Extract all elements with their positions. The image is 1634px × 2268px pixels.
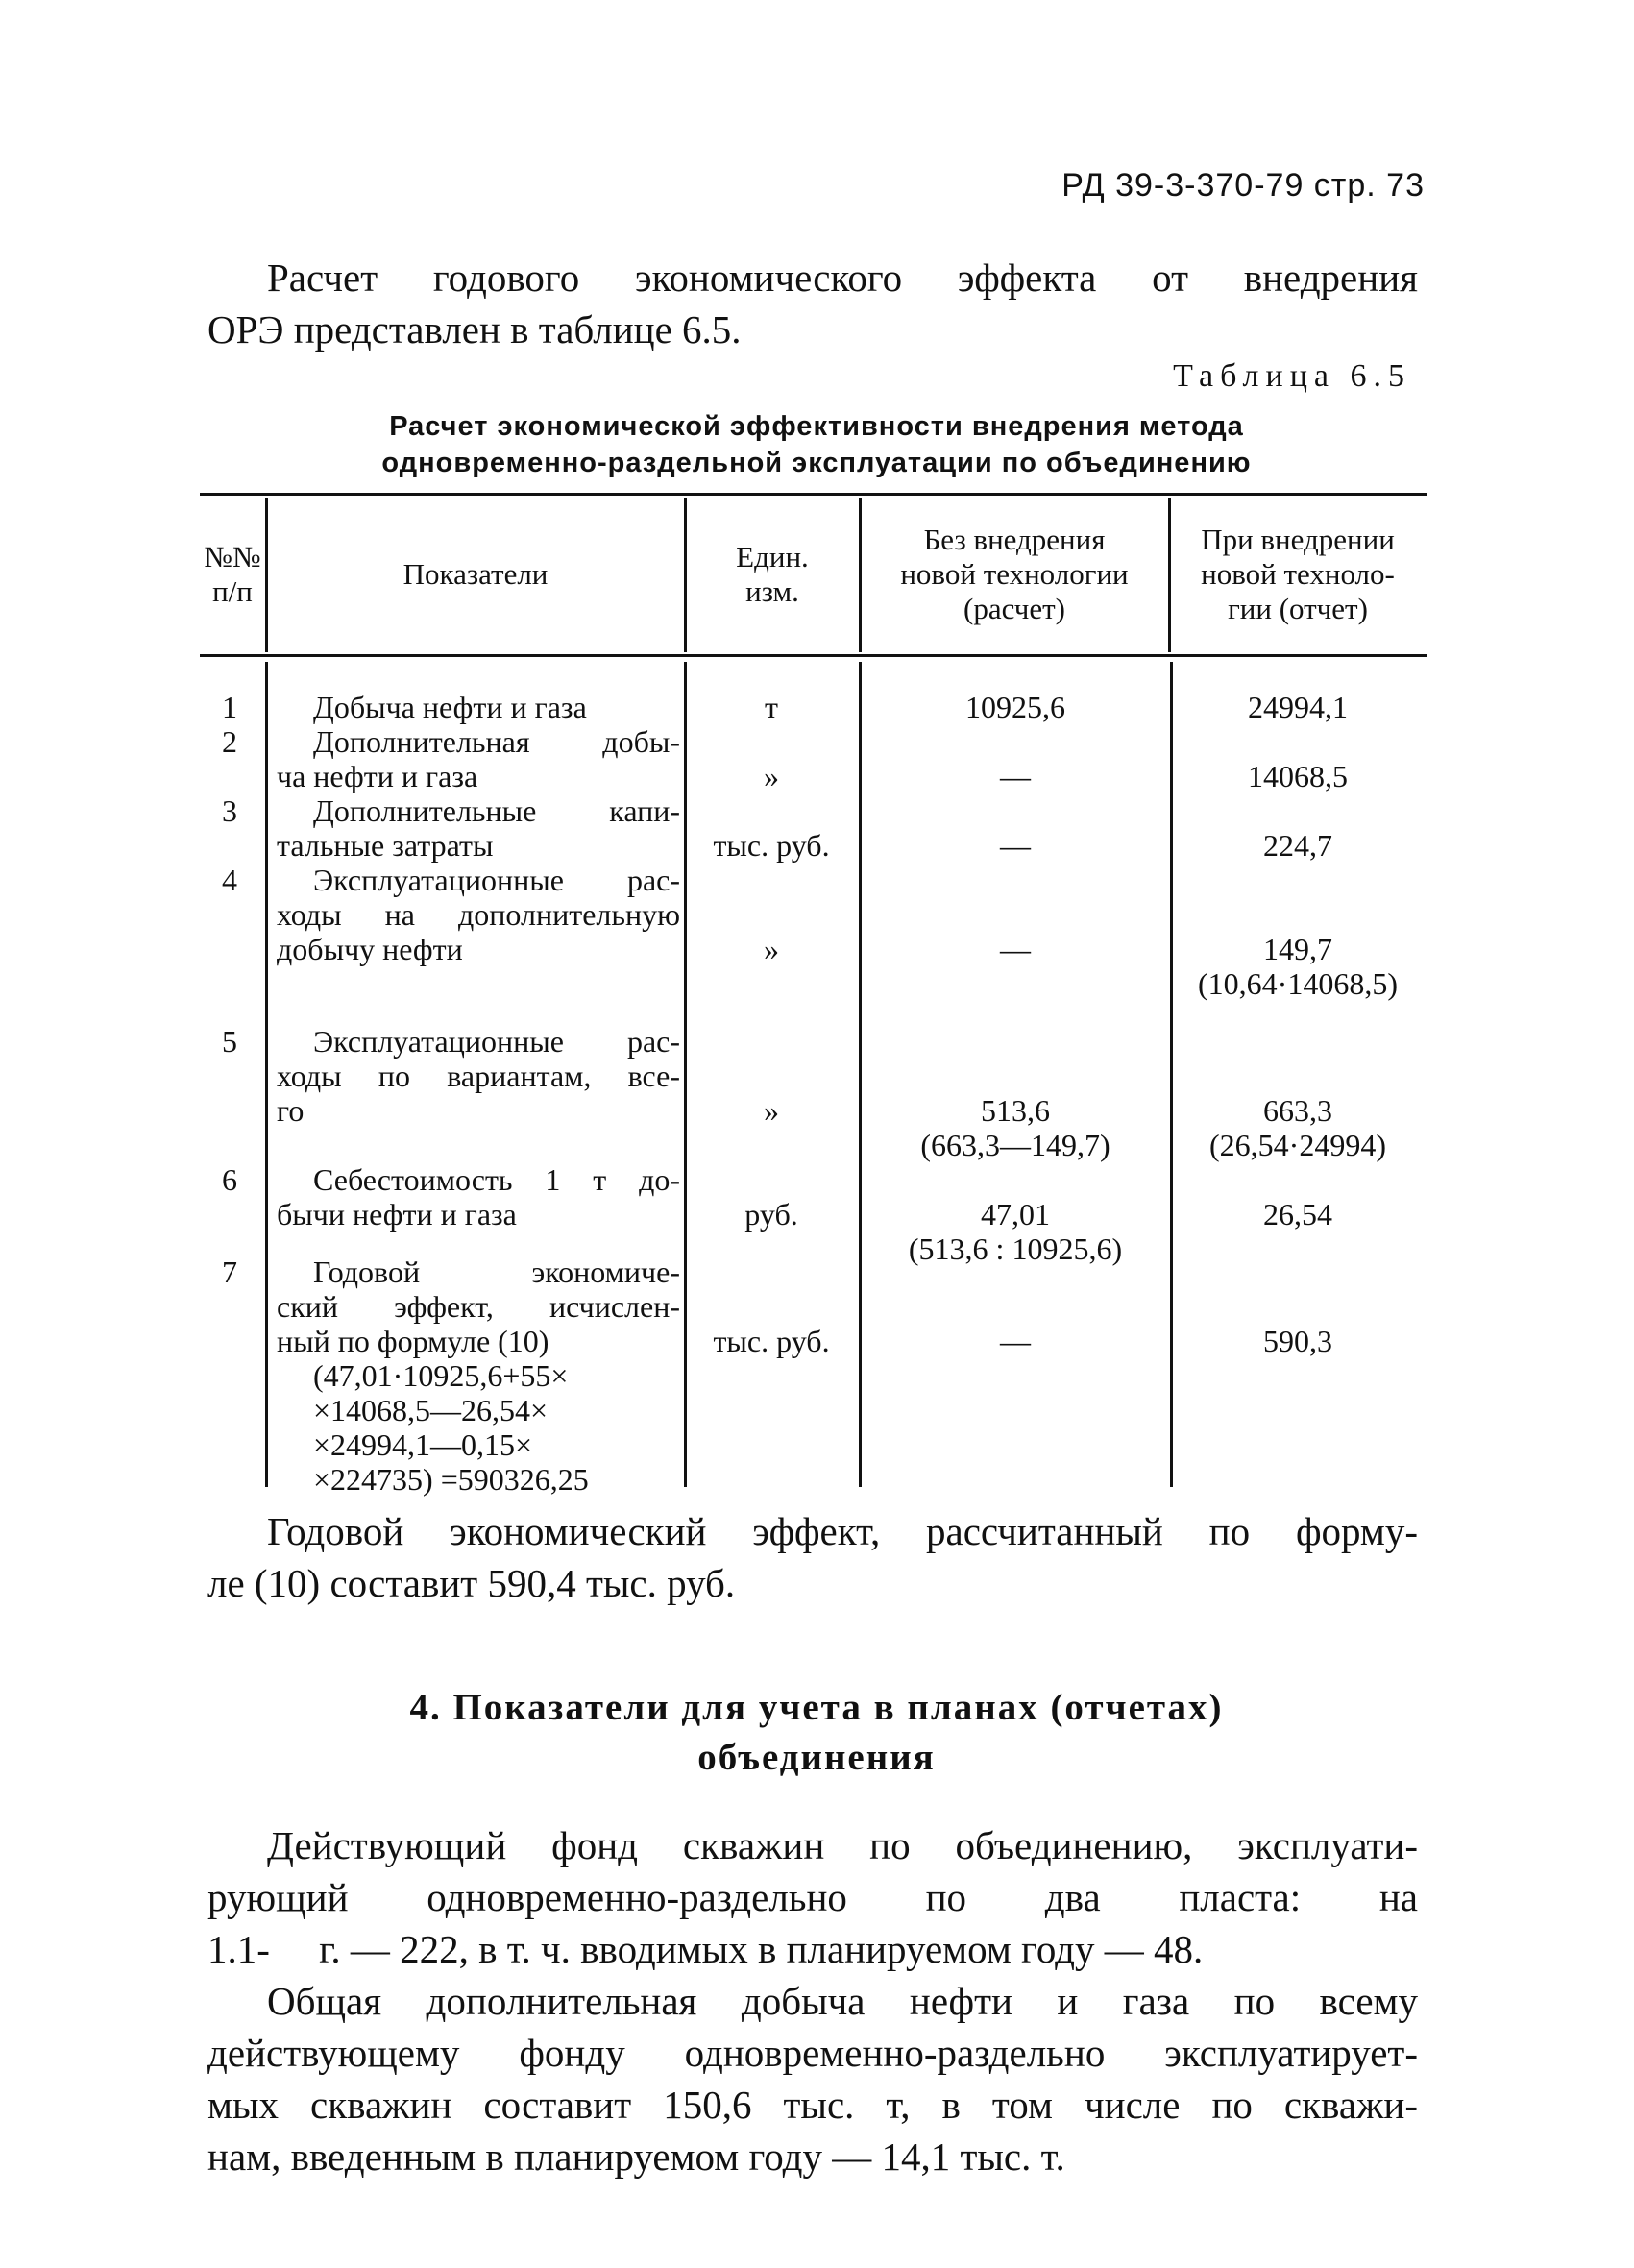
- row-value-with: 224,7: [1263, 828, 1332, 863]
- header-indicator: [269, 512, 682, 637]
- section-heading-line: 4. Показатели для учета в планах (отчетах): [409, 1687, 1224, 1728]
- row-indicator: [277, 1255, 680, 1497]
- column-divider: [859, 498, 862, 652]
- row-value-without: —: [1000, 1324, 1031, 1358]
- indicator-line: ча нефти и газа: [277, 759, 478, 793]
- body-line: Общая дополнительная добыча нефти и газа по всему: [267, 1979, 1418, 2023]
- row-number: 1: [222, 690, 237, 724]
- indicator-line: ×224735) =590326,25: [313, 1462, 589, 1497]
- conclusion-line: ле (10) составит 590,4 тыс. руб.: [207, 1561, 736, 1605]
- column-divider: [1168, 498, 1171, 652]
- row-value-without: [863, 1093, 1168, 1162]
- row-unit: »: [764, 1093, 779, 1128]
- value-line: 47,01: [981, 1197, 1050, 1232]
- indicator-line: ходы на дополнительную: [277, 897, 680, 932]
- value-line: (26,54·24994): [1209, 1128, 1386, 1162]
- table-title-line: Расчет экономической эффективности внедрения метода: [389, 411, 1244, 442]
- intro-line: Расчет годового экономического эффекта от внедрения: [267, 256, 1418, 300]
- column-divider: [265, 662, 268, 1487]
- indicator-line: ходы по вариантам, все-: [277, 1059, 680, 1093]
- row-unit: »: [764, 932, 779, 966]
- row-unit: тыс. руб.: [713, 828, 830, 863]
- value-line: 663,3: [1263, 1093, 1332, 1128]
- body-line: рующий одновременно-раздельно по два пласта: на: [207, 1875, 1418, 1919]
- body-line: нам, введенным в планируемом году — 14,1 тыс. т.: [207, 2134, 1065, 2179]
- indicator-line: ×14068,5—26,54×: [313, 1393, 549, 1427]
- header-text: новой технологии: [900, 557, 1129, 591]
- table-top-rule: [200, 493, 1427, 496]
- column-divider: [684, 498, 687, 652]
- header-text: При внедрении: [1201, 523, 1395, 556]
- row-unit: тыс. руб.: [713, 1324, 830, 1358]
- indicator-line: Эксплуатационные рас-: [313, 863, 680, 897]
- row-number: 4: [222, 863, 237, 897]
- data-table: [200, 493, 1427, 1497]
- table-header-rule: [200, 654, 1427, 657]
- conclusion-paragraph: [207, 1505, 1418, 1609]
- row-number: 6: [222, 1162, 237, 1197]
- column-divider: [859, 662, 862, 1487]
- row-value-with: [1172, 1093, 1424, 1162]
- row-unit: руб.: [744, 1197, 798, 1232]
- header-text: Един.: [736, 540, 809, 573]
- header-text: гии (отчет): [1228, 592, 1368, 625]
- indicator-line: тальные затраты: [277, 828, 494, 863]
- table-label: Таблица 6.5: [1173, 358, 1411, 394]
- header-num: [200, 512, 265, 637]
- running-head: РД 39-3-370-79 стр. 73: [1061, 167, 1425, 204]
- row-indicator: [277, 793, 680, 863]
- header-text: Без внедрения: [923, 523, 1106, 556]
- table-title-line: одновременно-раздельной эксплуатации по объединению: [381, 448, 1252, 478]
- header-text: (расчет): [963, 592, 1065, 625]
- conclusion-line: Годовой экономический эффект, рассчитанный по форму-: [267, 1509, 1418, 1553]
- body-line: действующему фонду одновременно-раздельно эксплуатирует-: [207, 2031, 1418, 2075]
- indicator-line: Эксплуатационные рас-: [313, 1024, 680, 1059]
- row-value-with: 590,3: [1263, 1324, 1332, 1358]
- indicator-line: ный по формуле (10): [277, 1324, 549, 1358]
- row-unit: »: [764, 759, 779, 793]
- row-indicator: [277, 690, 680, 724]
- row-value-without: —: [1000, 759, 1031, 793]
- intro-paragraph: [207, 252, 1418, 355]
- row-indicator: [277, 724, 680, 793]
- row-value-without: —: [1000, 828, 1031, 863]
- intro-line: ОРЭ представлен в таблице 6.5.: [207, 307, 742, 352]
- value-line: (513,6 : 10925,6): [908, 1232, 1123, 1266]
- indicator-line: Добыча нефти и газа: [313, 690, 587, 724]
- header-without: [863, 512, 1166, 637]
- header-text: новой техноло-: [1201, 557, 1395, 591]
- row-value-without: 10925,6: [965, 690, 1065, 724]
- row-value-with: 26,54: [1263, 1197, 1332, 1232]
- header-unit: [688, 512, 857, 637]
- indicator-line: Себестоимость 1 т до-: [313, 1162, 680, 1197]
- row-value-without: —: [1000, 932, 1031, 966]
- row-number: 2: [222, 724, 237, 759]
- value-line: 149,7: [1263, 932, 1332, 966]
- row-indicator: [277, 1162, 680, 1232]
- row-value-with: 14068,5: [1248, 759, 1348, 793]
- indicator-line: Годовой экономиче-: [313, 1255, 680, 1289]
- header-text: п/п: [212, 574, 253, 608]
- header-text: Показатели: [402, 557, 549, 591]
- section-heading: [192, 1683, 1441, 1783]
- row-number: 5: [222, 1024, 237, 1059]
- body-line: 1.1- г. — 222, в т. ч. вводимых в планируемом году — 48.: [207, 1927, 1204, 1971]
- value-line: (663,3—149,7): [920, 1128, 1110, 1162]
- row-unit: т: [765, 690, 778, 724]
- row-indicator: [277, 863, 680, 966]
- body-paragraph-1: [207, 1819, 1418, 1975]
- indicator-line: го: [277, 1093, 305, 1128]
- row-number: 7: [222, 1255, 237, 1289]
- header-text: изм.: [745, 574, 799, 608]
- row-indicator: [277, 1024, 680, 1128]
- row-number: 3: [222, 793, 237, 828]
- table-title: [192, 408, 1441, 481]
- indicator-line: бычи нефти и газа: [277, 1197, 517, 1232]
- body-paragraph-2: [207, 1975, 1418, 2183]
- section-heading-line: объединения: [697, 1737, 936, 1778]
- header-with: [1172, 512, 1424, 637]
- body-line: Действующий фонд скважин по объединению, эксплуати-: [267, 1823, 1418, 1867]
- header-text: №№: [204, 540, 261, 573]
- indicator-line: ×24994,1—0,15×: [313, 1427, 533, 1462]
- body-line: мых скважин составит 150,6 тыс. т, в том числе по скважи-: [207, 2083, 1418, 2127]
- row-value-without: [863, 1197, 1168, 1266]
- value-line: 513,6: [981, 1093, 1050, 1128]
- column-divider: [684, 662, 687, 1487]
- row-value-with: 24994,1: [1248, 690, 1348, 724]
- indicator-line: Дополнительные капи-: [313, 793, 680, 828]
- indicator-line: ский эффект, исчислен-: [277, 1289, 680, 1324]
- indicator-line: (47,01·10925,6+55×: [313, 1358, 569, 1393]
- indicator-line: Дополнительная добы-: [313, 724, 680, 759]
- value-line: (10,64·14068,5): [1198, 966, 1398, 1001]
- indicator-line: добычу нефти: [277, 932, 463, 966]
- row-value-with: [1172, 932, 1424, 1001]
- column-divider: [265, 498, 268, 652]
